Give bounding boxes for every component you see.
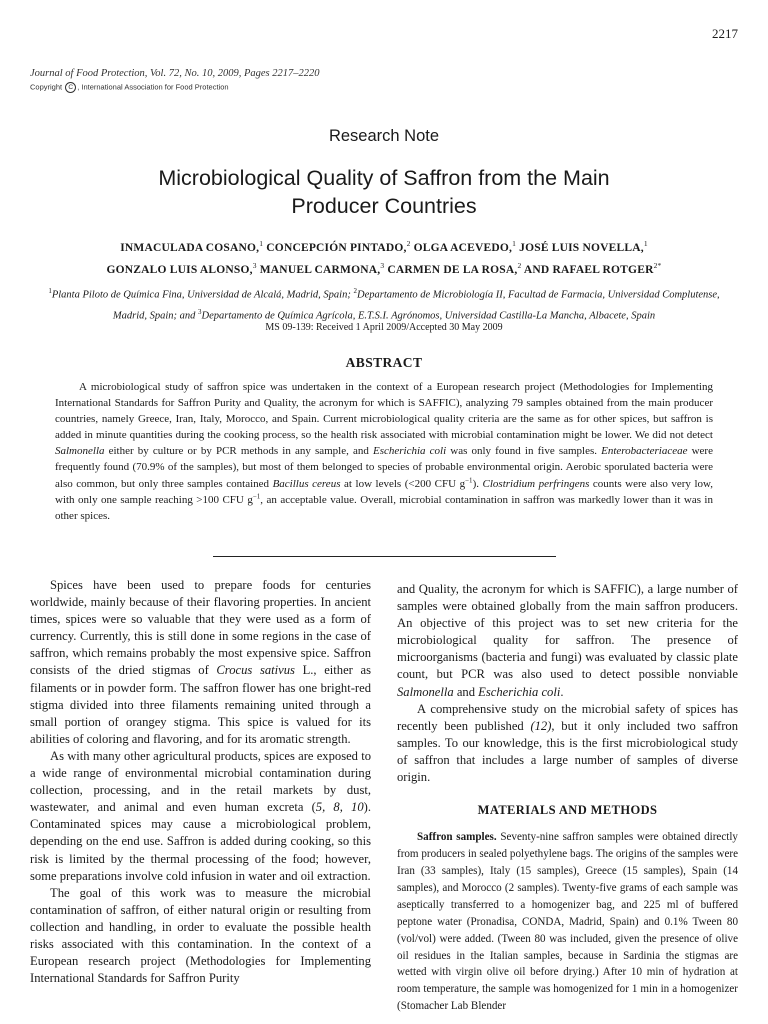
affil-marker: 1 <box>48 287 52 295</box>
citation-ref: 5, 8, 10 <box>315 800 364 815</box>
abstract-taxon: Enterobacteriaceae <box>601 445 688 458</box>
abstract-segment: either by culture or by PCR methods in any sample, and <box>104 445 373 458</box>
affiliations <box>46 283 722 324</box>
citation-ref: (12) <box>530 718 552 733</box>
affiliation-3: Departamento de Química Agrícola, E.T.S.I. Agrónomos, Universidad Castilla-La Mancha, Albacete, Spain <box>201 310 656 321</box>
abstract-superscript: −1 <box>252 492 261 500</box>
affiliation-1: Planta Piloto de Química Fina, Universidad de Alcalá, Madrid, Spain; <box>51 289 354 301</box>
author-name: CARMEN DE LA ROSA, <box>387 263 518 276</box>
body-paragraph <box>30 748 371 885</box>
page-number: 2217 <box>712 26 738 41</box>
manuscript-dates: MS 09-139: Received 1 April 2009/Accepted 30 May 2009 <box>265 322 503 333</box>
body-segment: and <box>453 684 479 699</box>
author-name: CONCEPCIÓN PINTADO, <box>266 241 407 254</box>
body-segment: A comprehensive study on the microbial safety of spices has recently been published <box>397 701 738 733</box>
author-affil: 1 <box>259 239 264 248</box>
body-segment: , but it only included two saffron samples. To our knowledge, this is the first microbiological study of saffron that includes a large number of samples of diverse origin. <box>397 718 738 785</box>
author-affil: 2 <box>517 260 522 270</box>
journal-citation: Journal of Food Protection, Vol. 72, No. 10, 2009, Pages 2217–2220 <box>30 68 320 79</box>
body-column-left <box>30 577 371 987</box>
section-heading: MATERIALS AND METHODS <box>477 803 658 818</box>
author-line-1 <box>40 235 728 257</box>
author-affil: 2 <box>406 239 411 248</box>
abstract-superscript: −1 <box>465 475 473 484</box>
body-taxon: Salmonella <box>397 684 454 699</box>
body-column-right <box>397 581 738 1015</box>
body-taxon: Crocus sativus <box>216 663 295 678</box>
abstract-segment: was only found in five samples. <box>446 445 602 458</box>
article-title <box>60 164 708 220</box>
body-paragraph <box>397 581 738 701</box>
abstract-segment: were frequently found (70.9% of the samples), but most of them belonged to species of probable environmental origin. Aerobic sporulated bacteria were also common, but only three samples contained <box>55 445 713 490</box>
abstract-heading: ABSTRACT <box>345 355 423 370</box>
article-type: Research Note <box>328 127 440 145</box>
body-segment: and Quality, the acronym for which is SAFFIC), a large number of samples were obtained globally from the main saffron producers. An objective of this project was to set new criteria for the microbiological quality for saffron. The presence of microorganisms (bacteria and fungi) was evaluated by classic plate count, but PCR was also used to detect possible nonviable <box>397 582 738 682</box>
author-affil: 2* <box>653 260 662 270</box>
title-line-2: Producer Countries <box>291 194 477 218</box>
copyright-line <box>30 82 229 93</box>
abstract-text <box>55 379 713 524</box>
body-paragraph <box>397 701 738 786</box>
abstract-segment: A microbiological study of saffron spice was undertaken in the context of a European research project (Methodologies for Implementing International Standards for Saffron Purity and Quality, the acronym for which is SAFFIC), analyzing 79 samples obtained from the main producer countries, namely Greece, Iran, Italy, Morocco, and Spain. Current microbiological quality criteria are the same as for other spices, but saffron is added in minute quantities during the cooking process, so the health risk associated with microbial contamination might be lower. We did not detect <box>55 381 713 442</box>
copyright-suffix: , International Association for Food Protection <box>77 82 229 92</box>
abstract-taxon: Escherichia coli <box>372 445 447 458</box>
author-name: MANUEL CARMONA, <box>259 263 381 276</box>
author-affil: 3 <box>380 260 385 270</box>
abstract-taxon: Salmonella <box>55 445 105 458</box>
author-affil: 1 <box>643 239 648 248</box>
body-segment: Spices have been used to prepare foods for centuries worldwide, mainly because of their flavoring properties. In ancient times, spices were so valuable that they were used as a form of currency. Currently, this is still done in some regions in the case of saffron, which remains probably the most expensive spice. Saffron consists of the dried stigmas of <box>30 578 371 678</box>
abstract-segment: counts were also very low, with only one sample reaching >100 CFU g <box>55 477 713 506</box>
body-segment: As with many other agricultural products, spices are exposed to a wide range of environmental microbial contamination during collection, processing, and in the retail markets by dust, wastewater, and animal and even human excreta ( <box>30 748 371 815</box>
abstract-taxon: Bacillus cereus <box>272 477 341 490</box>
abstract-segment: ). <box>472 477 483 490</box>
body-segment: Seventy-nine saffron samples were obtained directly from producers in sealed polyethylene bags. The origins of the samples were Iran (33 samples), Italy (15 samples), Greece (15 samples), Spain (14 samples), and Morocco (2 samples). Twenty-five grams of each sample was aseptically transferred to a homogenizer bag, and 225 ml of buffered peptone water (Pronadisa, CONDA, Madrid, Spain) and 0.1% Tween 80 (vol/vol) were added. (Tween 80 was included, given the presence of olive oil residues in the Italian samples, because in Sardinia the stigmas are wetted with virgin olive oil before drying.) After 10 min of hydration at room temperature, the sample was homogenized for 1 min in a homogenizer (Stomacher Lab Blender <box>397 831 738 1013</box>
run-in-heading: Saffron samples. <box>417 831 497 844</box>
abstract-segment: at low levels (<200 CFU g <box>340 477 466 490</box>
abstract-segment: , an acceptable value. Overall, microbial contamination in saffron was markedly lower than it was in other spices. <box>55 493 713 522</box>
copyright-prefix: Copyright <box>30 82 63 92</box>
body-paragraph <box>397 829 738 1015</box>
author-name: JOSÉ LUIS NOVELLA, <box>519 241 644 254</box>
author-name: GONZALO LUIS ALONSO, <box>106 263 253 276</box>
affiliation-2: Departamento de Microbiología II, Facultad de Farmacia, Universidad Complutense, Madrid, Spain; and <box>112 289 720 321</box>
affil-marker: 3 <box>198 307 202 316</box>
author-name: AND RAFAEL ROTGER <box>523 263 654 276</box>
affil-marker: 2 <box>353 287 357 295</box>
author-affil: 1 <box>512 239 517 248</box>
body-segment: . <box>560 684 564 699</box>
author-name: OLGA ACEVEDO, <box>413 241 513 254</box>
body-taxon: Escherichia coli <box>478 684 561 699</box>
abstract-taxon: Clostridium perfringens <box>482 477 590 490</box>
author-line-2 <box>40 257 728 279</box>
author-list <box>40 235 728 279</box>
section-divider <box>213 556 556 557</box>
author-affil: 3 <box>252 260 257 270</box>
body-segment: ). Contaminated spices may cause a microbiological problem, depending on the end use. Saffron is added during cooking, so this risk is limited by the thermal processing of the food; however, some preparations involve cold infusion in water and oil extraction. <box>30 800 371 883</box>
copyright-icon: C <box>65 82 76 93</box>
body-paragraph: The goal of this work was to measure the microbial contamination of saffron, of either natural origin or resulting from collection and handling, in order to evaluate the possible health risks associated with this contamination. In the context of a European research project (Methodologies for Implementing International Standards for Saffron Purity <box>30 885 371 986</box>
author-name: INMACULADA COSANO, <box>120 241 260 254</box>
body-paragraph <box>30 577 371 748</box>
title-line-1: Microbiological Quality of Saffron from the Main <box>158 166 610 190</box>
body-segment: L., either as filaments or in powder form. The saffron flower has one bright-red stigma divided into three filaments remaining united through a small portion of orangey stigma. This spice is valued for its abilities of coloring and flavoring, and for its aromatic strength. <box>30 663 371 746</box>
